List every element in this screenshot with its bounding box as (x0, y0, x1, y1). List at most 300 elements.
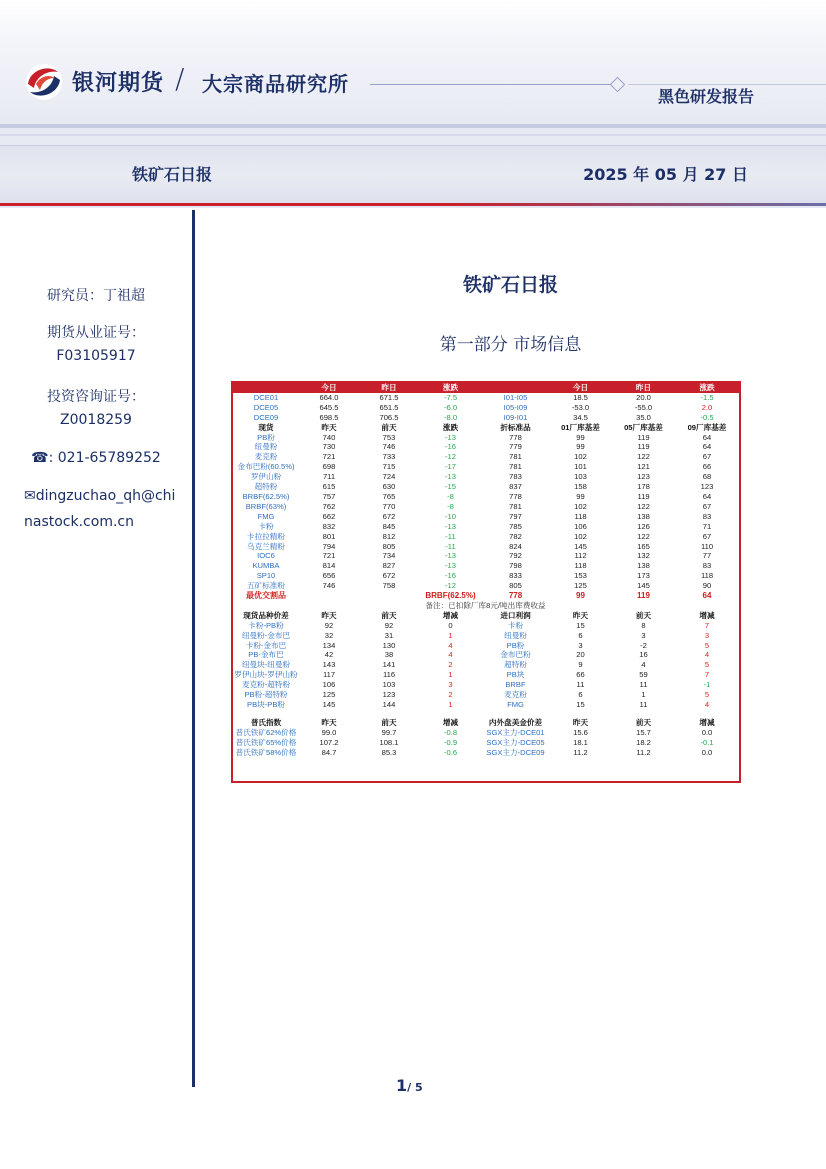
row-label: 罗伊山块-罗伊山粉 (234, 670, 298, 680)
table-cell: -0.5 (700, 412, 714, 422)
row-label: PB粉 (506, 640, 525, 650)
table-cell: 3 (641, 630, 646, 640)
table-cell: 832 (322, 521, 336, 531)
table-row (233, 680, 739, 690)
table-cell: 805 (509, 581, 522, 591)
table-cell: 762 (322, 501, 336, 511)
table-cell: 11.2 (636, 747, 651, 757)
table-row (233, 690, 739, 700)
table-cell: 812 (382, 531, 396, 541)
table-header-row (233, 423, 739, 433)
column-header: 昨日 (612, 383, 675, 393)
table-cell: 101 (574, 462, 587, 472)
table-cell: 122 (637, 531, 650, 541)
column-header: 昨日 (359, 383, 419, 393)
table-cell: 9 (578, 660, 583, 670)
table-cell: 778 (509, 491, 522, 501)
table-cell: 1 (448, 670, 453, 680)
table-cell: 746 (382, 442, 396, 452)
table-cell: 64 (702, 591, 712, 601)
table-row (233, 413, 739, 423)
table-cell: 92 (384, 620, 394, 630)
header-deco-line (370, 84, 610, 85)
row-label: SP10 (256, 571, 276, 581)
main-title: 铁矿石日报 (462, 274, 558, 296)
table-cell: 102 (574, 531, 587, 541)
column-header: 前天 (381, 610, 397, 620)
table-cell: 778 (509, 432, 522, 442)
table-cell: 103 (574, 472, 587, 482)
table-cell (612, 601, 739, 611)
table-cell: 99.0 (321, 727, 337, 737)
row-label: 卡拉拉精粉 (247, 531, 285, 541)
table-cell (299, 591, 359, 601)
table-cell: 711 (322, 472, 336, 482)
page-current: 1 (396, 1076, 408, 1095)
row-label: 金布巴粉(60.5%) (237, 462, 295, 472)
table-cell: -13 (445, 521, 456, 531)
table-cell: 15.6 (573, 727, 588, 737)
table-cell: -0.8 (443, 727, 458, 737)
table-cell: 733 (382, 452, 396, 462)
table-cell: 1 (448, 700, 453, 709)
table-cell: 672 (382, 571, 396, 581)
table-cell (359, 591, 419, 601)
table-row (233, 442, 739, 452)
table-cell: 1 (641, 690, 646, 700)
phone: ☎: 021-65789252 (31, 450, 161, 466)
table-cell: 781 (509, 462, 522, 472)
table-cell: 125 (574, 581, 587, 591)
column-header: 涨跌 (442, 422, 459, 432)
table-cell: 6 (578, 630, 583, 640)
table-cell: 123 (637, 472, 650, 482)
table-cell: 20 (576, 650, 585, 660)
table-row (233, 581, 739, 591)
table-cell: 662 (322, 511, 336, 521)
table-cell: 122 (637, 501, 650, 511)
row-label: 罗伊山粉 (250, 472, 282, 482)
row-label: 普氏铁矿65%价格 (235, 737, 297, 747)
table-cell: 0.0 (701, 747, 713, 757)
table-cell: 672 (382, 511, 396, 521)
row-label: 纽曼粉-金布巴 (241, 630, 291, 640)
table-cell: -11 (445, 531, 456, 541)
table-cell: 782 (509, 531, 522, 541)
column-header: 现货品种价差 (243, 610, 289, 620)
doc-date: 2025 年 05 月 27 日 (583, 165, 748, 184)
table-cell: 4 (704, 650, 710, 660)
table-row (233, 621, 739, 631)
table-cell: 132 (637, 551, 650, 561)
table-row (233, 738, 739, 748)
license-label: 期货从业证号： (47, 325, 145, 341)
page-number (396, 1076, 423, 1095)
market-table-frame (231, 381, 741, 783)
table-cell: 740 (322, 432, 336, 442)
table-cell: 99 (576, 491, 585, 501)
table-cell: 119 (637, 491, 650, 501)
table-cell: 92 (324, 620, 334, 630)
table-cell: -13 (445, 432, 456, 442)
table-cell: 178 (637, 482, 650, 492)
table-cell: 83 (702, 511, 712, 521)
header-stripe (0, 124, 826, 128)
table-cell: -8 (447, 501, 454, 511)
table-cell: 7 (704, 670, 710, 680)
table-cell: -10 (445, 511, 456, 521)
table-row (233, 542, 739, 552)
table-cell: 833 (509, 571, 522, 581)
table-row (233, 403, 739, 413)
table-cell: 118 (574, 561, 587, 571)
table-cell: 117 (322, 670, 336, 680)
table-cell: 798 (509, 561, 522, 571)
table-cell: 5 (704, 660, 710, 670)
table-cell: 119 (637, 591, 650, 601)
table-row (233, 660, 739, 670)
column-header: 涨跌 (419, 383, 482, 393)
table-row (233, 641, 739, 651)
table-cell: 837 (509, 482, 522, 492)
table-cell: 15 (576, 700, 585, 709)
table-cell: 173 (637, 571, 650, 581)
table-cell: 103 (382, 680, 396, 690)
row-label: DCE01 (253, 392, 279, 402)
row-label: PB-金布巴 (248, 650, 284, 660)
table-cell: 118 (700, 571, 714, 581)
company-name: 银河期货 (72, 71, 165, 96)
page-total: / 5 (407, 1081, 423, 1094)
table-cell: 130 (382, 640, 396, 650)
column-header (233, 383, 299, 393)
market-table (233, 383, 739, 758)
table-cell: 779 (509, 442, 522, 452)
row-label: 卡粉 (507, 620, 524, 630)
doc-title: 铁矿石日报 (132, 165, 213, 184)
table-cell: 778 (508, 591, 523, 601)
row-label: KUMBA (252, 561, 280, 571)
table-cell: 42 (324, 650, 334, 660)
row-label: 五矿标准粉 (247, 581, 285, 591)
table-cell: 83 (702, 561, 712, 571)
table-cell: -16 (445, 571, 456, 581)
table-cell: 783 (509, 472, 522, 482)
column-header: 普氏指数 (250, 717, 282, 727)
table-cell: 757 (322, 491, 336, 501)
table-cell: 724 (382, 472, 396, 482)
header-stripe (0, 134, 826, 136)
table-cell: 16 (639, 650, 648, 660)
table-header-row (233, 718, 739, 728)
column-header: 现货 (258, 422, 274, 432)
table-cell: 721 (322, 452, 336, 462)
table-row (233, 522, 739, 532)
table-cell: 110 (700, 541, 714, 551)
table-cell: 3 (448, 680, 453, 690)
table-cell: 2 (448, 690, 453, 700)
table-cell: 15 (576, 620, 585, 630)
column-header: 昨天 (321, 717, 337, 727)
table-cell: -7.5 (443, 392, 458, 402)
table-cell: 99 (576, 442, 585, 452)
table-cell (233, 601, 359, 611)
table-cell: 67 (702, 452, 712, 462)
column-header (482, 383, 549, 393)
table-cell: 119 (637, 442, 650, 452)
table-cell: 125 (322, 690, 336, 700)
row-label: 超特粉 (504, 660, 527, 670)
row-label: FMG (507, 700, 524, 709)
table-cell: 32 (324, 630, 334, 640)
table-cell: -12 (445, 581, 456, 591)
table-cell: 785 (509, 521, 522, 531)
table-cell: 77 (702, 551, 712, 561)
table-cell: 0.0 (701, 727, 713, 737)
table-row (233, 728, 739, 738)
table-cell: 118 (574, 511, 587, 521)
table-cell: 67 (702, 501, 712, 511)
table-cell: 35.0 (636, 412, 651, 422)
slash-divider: / (175, 62, 185, 95)
row-label: I09-I01 (503, 412, 528, 422)
advisory-number: Z0018259 (60, 412, 132, 428)
table-row (233, 532, 739, 542)
table-cell: 8 (641, 620, 646, 630)
row-label: SGX主力-DCE09 (486, 747, 545, 757)
table-row (233, 748, 739, 758)
row-label: BRBF (505, 680, 526, 690)
table-cell: 734 (382, 551, 396, 561)
table-cell: 753 (382, 432, 396, 442)
table-cell: 106 (574, 521, 587, 531)
table-cell: -17 (445, 462, 456, 472)
column-header: 折标准品 (500, 422, 531, 432)
table-cell: 126 (637, 521, 650, 531)
table-row (233, 393, 739, 403)
column-header: 昨天 (572, 610, 589, 620)
table-cell: 102 (574, 452, 587, 462)
row-label: 纽曼粉 (254, 442, 278, 452)
row-label: PB块-PB粉 (247, 700, 285, 709)
table-cell: -0.9 (443, 737, 458, 747)
table-cell: 99 (576, 432, 585, 442)
table-cell: 0 (448, 620, 453, 630)
row-label: DCE05 (253, 402, 279, 412)
table-cell: -8.0 (443, 412, 458, 422)
table-cell: 64 (702, 491, 712, 501)
table-cell: 827 (382, 561, 396, 571)
table-cell: -13 (445, 551, 456, 561)
table-cell: 4 (448, 640, 453, 650)
column-header: 增减 (699, 610, 715, 620)
table-cell: 7 (704, 620, 710, 630)
table-cell: 651.5 (379, 402, 399, 412)
table-cell: 11 (576, 680, 585, 690)
table-row (233, 433, 739, 443)
row-label: 麦克粉 (254, 452, 278, 462)
table-cell: 107.2 (319, 737, 339, 747)
row-label: 麦克粉 (504, 690, 527, 700)
table-cell: 18.1 (573, 737, 588, 747)
table-cell: 121 (637, 462, 650, 472)
table-cell: 645.5 (319, 402, 339, 412)
table-cell: 664.0 (319, 392, 339, 402)
table-cell: 630 (382, 482, 396, 492)
table-cell: 64 (702, 442, 712, 452)
table-row (233, 512, 739, 522)
row-label: SGX主力-DCE01 (486, 727, 545, 737)
column-header: 05厂库基差 (624, 422, 663, 432)
row-label: BRBF(63%) (245, 501, 287, 511)
table-cell: 11.2 (573, 747, 588, 757)
table-cell: 1 (448, 630, 453, 640)
row-label: 超特粉 (254, 482, 278, 492)
table-cell: 5 (704, 640, 710, 650)
column-header: 09厂库基差 (687, 422, 727, 432)
table-cell: 134 (322, 640, 336, 650)
table-cell: -0.1 (700, 737, 714, 747)
table-cell: 90 (702, 581, 712, 591)
table-cell: 805 (382, 541, 396, 551)
table-row (233, 670, 739, 680)
row-label: DCE09 (253, 412, 279, 422)
department-name: 大宗商品研究所 (202, 72, 349, 96)
table-cell: 18.2 (636, 737, 651, 747)
table-row (233, 452, 739, 462)
table-row (233, 631, 739, 641)
table-cell: 145 (574, 541, 587, 551)
best-deliverable-row (233, 591, 739, 601)
table-cell: 671.5 (379, 392, 399, 402)
table-cell: 3 (578, 640, 583, 650)
table-cell: 20.0 (636, 392, 651, 402)
table-cell: 3 (704, 630, 710, 640)
row-label: 普氏铁矿62%价格 (235, 727, 297, 737)
column-header: 前天 (381, 422, 397, 432)
table-cell: 143 (322, 660, 336, 670)
table-cell: 615 (322, 482, 336, 492)
table-cell: 781 (509, 452, 522, 462)
table-cell: 122 (637, 452, 650, 462)
table-cell: 68 (702, 472, 712, 482)
row-label: 纽曼粉 (504, 630, 527, 640)
table-cell: 153 (574, 571, 587, 581)
table-cell: 824 (509, 541, 522, 551)
table-cell: -6.0 (443, 402, 458, 412)
table-cell: -13 (445, 561, 456, 571)
row-label: PB粉 (257, 432, 275, 442)
table-cell: -55.0 (634, 402, 653, 412)
row-label: BRBF(62.5%) (242, 491, 290, 501)
row-label: 麦克粉-超特粉 (241, 680, 291, 690)
table-cell: 102 (574, 501, 587, 511)
table-cell: 99 (576, 591, 585, 601)
table-cell: 112 (574, 551, 587, 561)
table-cell: 123 (700, 482, 714, 492)
table-cell: 66 (702, 462, 712, 472)
column-header: 增减 (442, 610, 459, 620)
table-cell: 15.7 (636, 727, 651, 737)
table-cell: 67 (702, 531, 712, 541)
table-row (233, 571, 739, 581)
table-cell: 2.0 (701, 402, 713, 412)
table-cell: -53.0 (571, 402, 590, 412)
section-title: 第一部分 市场信息 (439, 335, 582, 355)
row-label: 卡粉 (258, 521, 274, 531)
table-cell: 698.5 (319, 412, 339, 422)
table-cell: 158 (574, 482, 587, 492)
best-deliverable-label: 最优交割品 (246, 591, 286, 601)
table-cell: -0.6 (443, 747, 458, 757)
table-row (233, 551, 739, 561)
table-row (233, 502, 739, 512)
table-cell: 108.1 (379, 737, 399, 747)
table-cell: 145 (322, 700, 336, 709)
column-header: 增减 (699, 717, 715, 727)
table-cell: 31 (384, 630, 394, 640)
table-cell: 2 (448, 660, 453, 670)
table-row (233, 492, 739, 502)
note-row (233, 601, 739, 611)
table-cell: -1 (703, 680, 711, 690)
column-header: 进口利润 (500, 610, 531, 620)
table-cell: 792 (509, 551, 522, 561)
advisory-label: 投资咨询证号： (47, 389, 145, 405)
column-header: 内外盘美金价差 (488, 717, 543, 727)
table-cell: 66 (576, 670, 585, 680)
row-label: IOC6 (257, 551, 275, 561)
table-cell: -16 (445, 442, 456, 452)
row-label: 乌克兰精粉 (247, 541, 285, 551)
table-cell: 38 (384, 650, 394, 660)
column-header: 增减 (442, 717, 459, 727)
table-cell: 797 (509, 511, 522, 521)
row-label: PB粉-超特粉 (244, 690, 288, 700)
table-cell: -2 (640, 640, 647, 650)
table-cell: -13 (445, 472, 456, 482)
table-cell: 11 (639, 680, 648, 690)
row-label: SGX主力-DCE05 (486, 737, 545, 747)
table-cell: 814 (322, 561, 336, 571)
table-cell: 123 (382, 690, 396, 700)
table-cell: 119 (637, 432, 650, 442)
table-row (233, 561, 739, 571)
table-cell: 85.3 (381, 747, 397, 757)
table-cell: 758 (382, 581, 396, 591)
table-spacer (233, 710, 739, 718)
researcher: 研究员：丁祖超 (47, 288, 145, 304)
table-cell: 165 (637, 541, 650, 551)
column-header: 昨天 (321, 610, 337, 620)
table-cell: 765 (382, 491, 396, 501)
row-label: PB块 (506, 670, 525, 680)
column-header: 今日 (549, 383, 612, 393)
table-cell: 5 (704, 690, 710, 700)
table-cell: 730 (322, 442, 336, 452)
table-cell: -15 (445, 482, 456, 492)
table-row (233, 650, 739, 660)
table-cell: 106 (322, 680, 336, 690)
table-cell: -8 (447, 491, 454, 501)
table-cell: 781 (509, 501, 522, 511)
table-cell: 99.7 (381, 727, 397, 737)
table-cell: 794 (322, 541, 336, 551)
row-label: I05-I09 (503, 402, 528, 412)
column-header: 涨跌 (675, 383, 739, 393)
table-cell: 4 (641, 660, 646, 670)
table-cell: 721 (322, 551, 336, 561)
